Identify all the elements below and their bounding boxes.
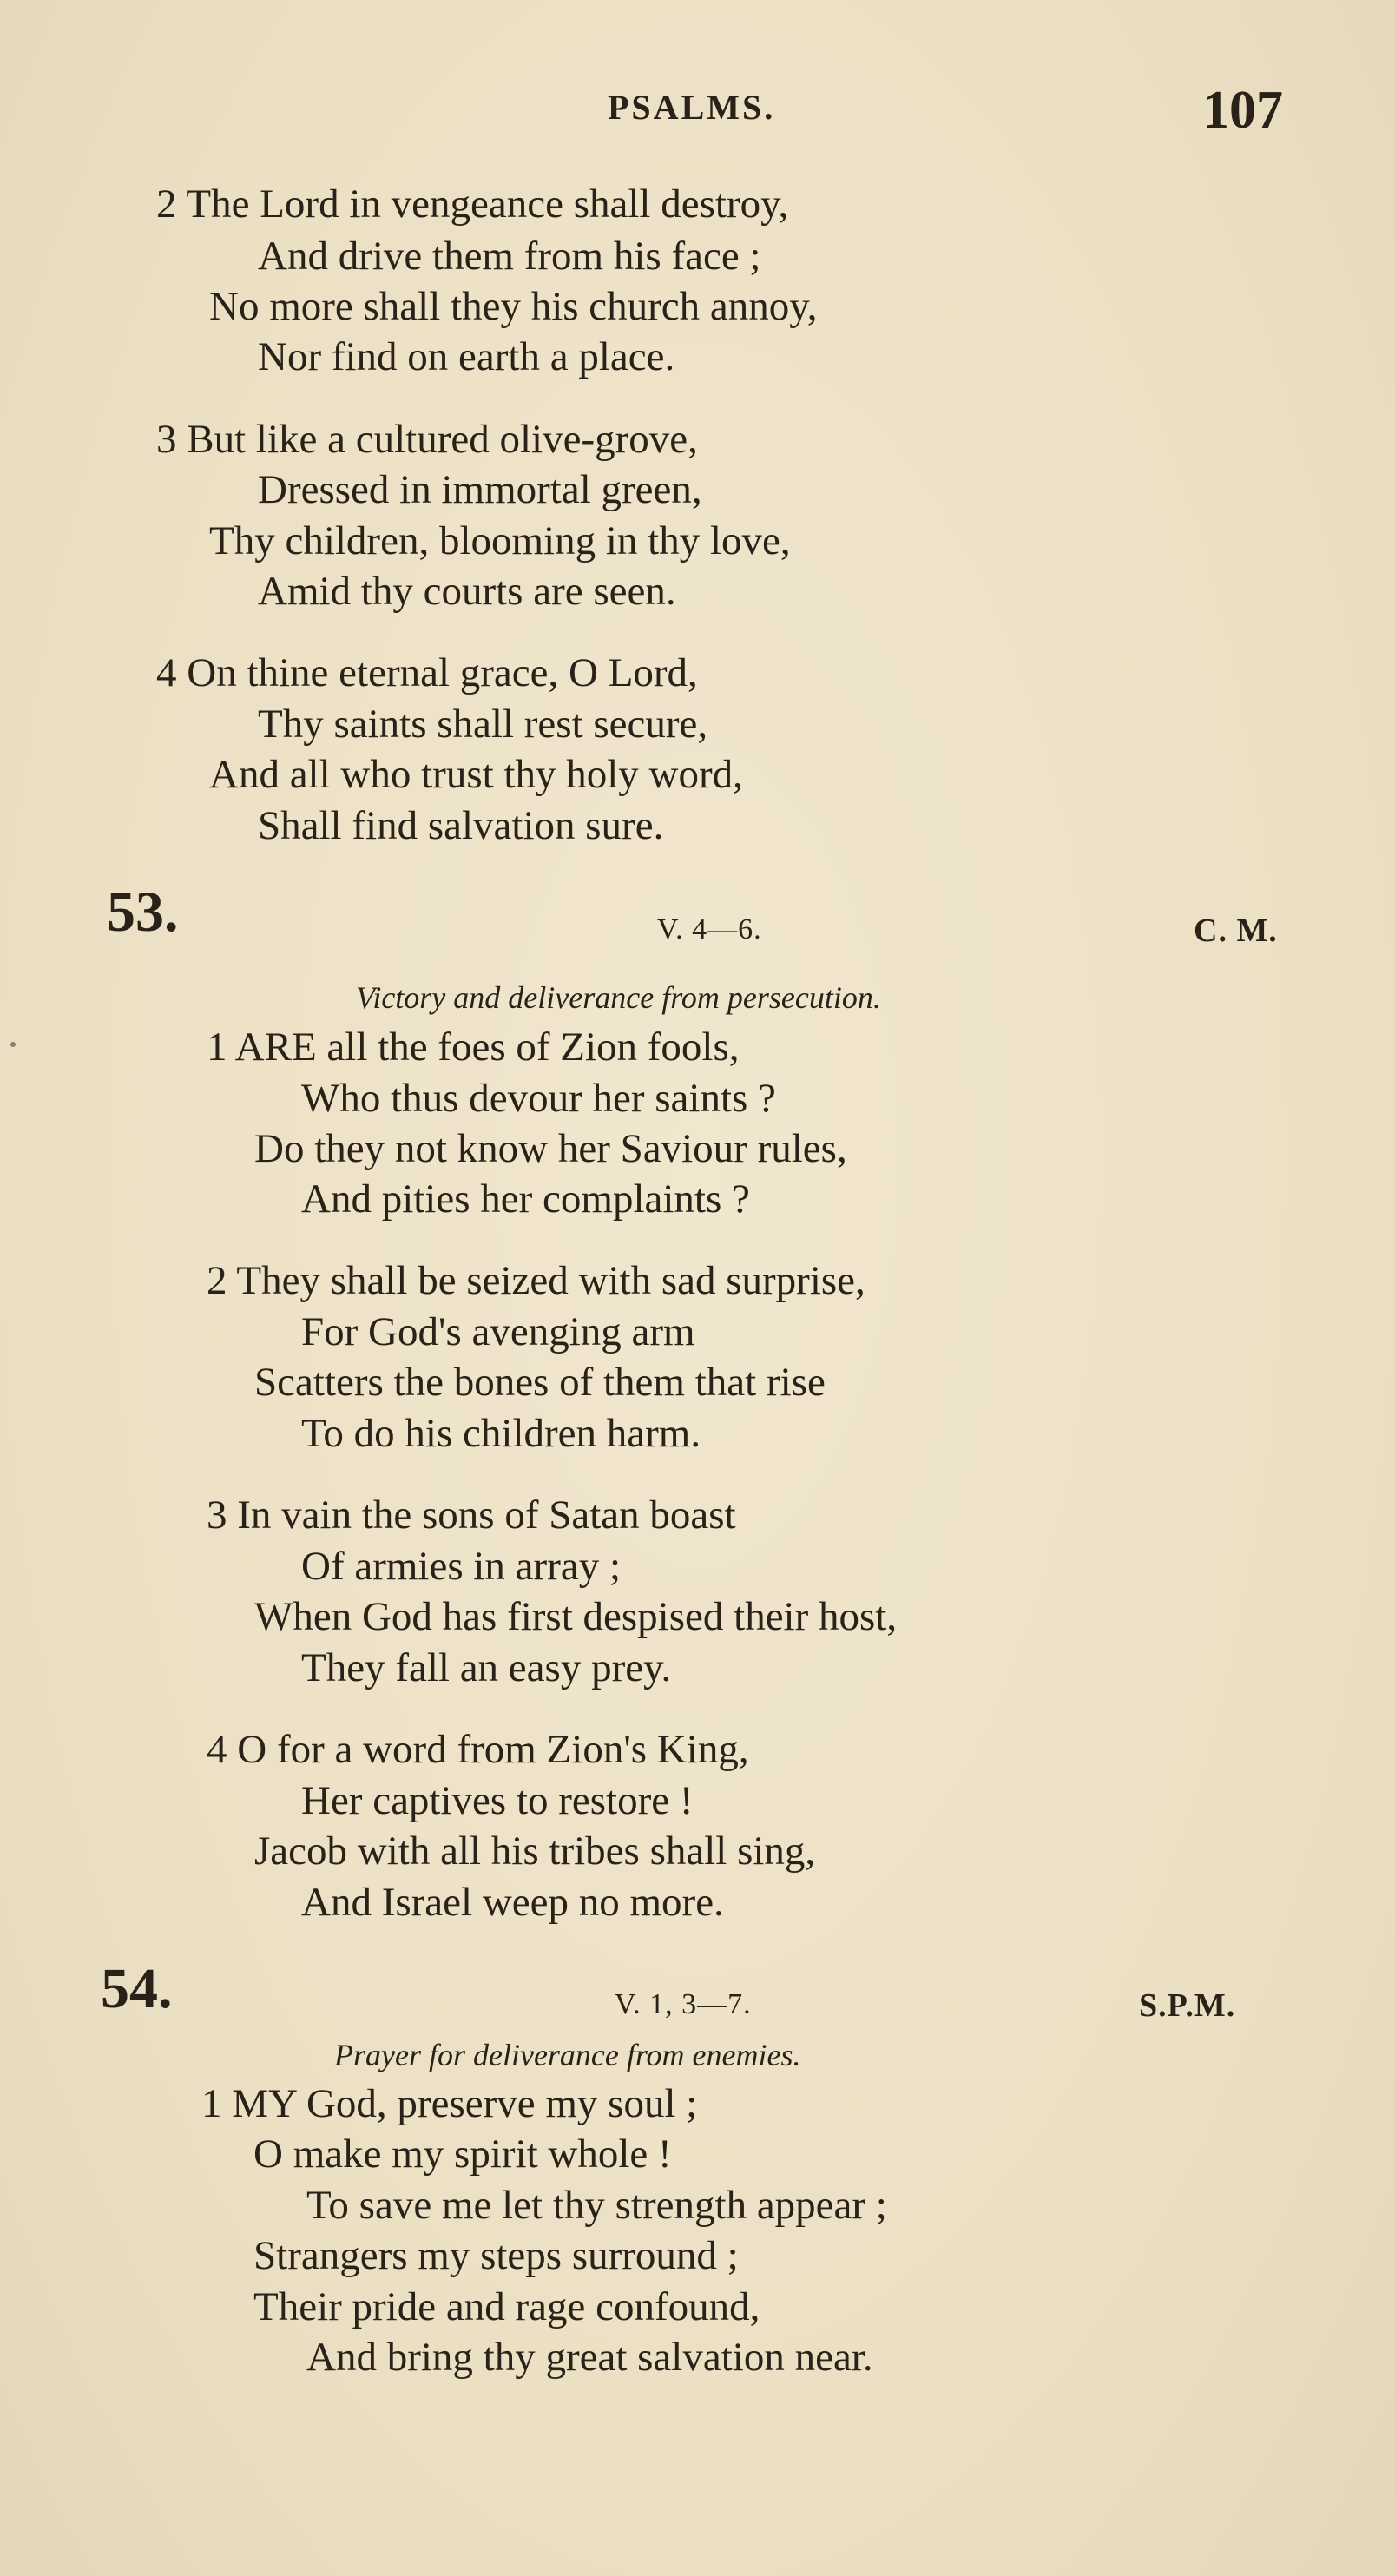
verse-line: Shall find salvation sure. (258, 803, 664, 848)
verse-reference: V. 1, 3—7. (615, 1988, 752, 2020)
verse-line: And bring thy great salvation near. (306, 2335, 873, 2380)
verse-line: Strangers my steps surround ; (253, 2233, 739, 2278)
verse-line: Nor find on earth a place. (258, 334, 675, 379)
verse-line: Amid thy courts are seen. (258, 569, 676, 614)
verse-line: 3 In vain the sons of Satan boast (207, 1492, 736, 1538)
verse-line: Who thus devour her saints ? (301, 1076, 776, 1121)
verse-line: 3 But like a cultured olive-grove, (156, 417, 698, 462)
verse-line: 1 MY God, preserve my soul ; (201, 2081, 698, 2126)
verse-line: No more shall they his church annoy, (209, 284, 818, 329)
running-header: PSALMS. (608, 88, 776, 127)
print-speck (10, 1042, 16, 1047)
verse-line: 4 On thine eternal grace, O Lord, (156, 650, 698, 695)
verse-line: They fall an easy prey. (301, 1645, 672, 1690)
psalm-number: 54. (101, 1957, 173, 2020)
verse-line: Scatters the bones of them that rise (254, 1360, 826, 1405)
verse-line: 1 ARE all the foes of Zion fools, (207, 1024, 740, 1070)
verse-line: And all who trust thy holy word, (209, 752, 743, 797)
verse-line: Do they not know her Saviour rules, (254, 1126, 847, 1171)
verse-line: 4 O for a word from Zion's King, (207, 1727, 749, 1772)
verse-line: Thy children, blooming in thy love, (209, 518, 791, 563)
verse-line: And pities her complaints ? (301, 1176, 750, 1222)
verse-line: To save me let thy strength appear ; (306, 2183, 887, 2228)
psalm-subtitle: Prayer for deliverance from enemies. (334, 2038, 801, 2072)
verse-line: When God has first despised their host, (254, 1594, 898, 1639)
verse-line: And drive them from his face ; (258, 234, 761, 279)
verse-line: Her captives to restore ! (301, 1778, 694, 1823)
page-number: 107 (1202, 81, 1283, 140)
verse-line: To do his children harm. (301, 1411, 701, 1456)
verse-line: For God's avenging arm (301, 1309, 695, 1354)
verse-reference: V. 4—6. (657, 913, 762, 945)
psalm-subtitle: Victory and deliverance from persecution. (356, 980, 881, 1015)
verse-line: Of armies in array ; (301, 1544, 622, 1589)
meter-label: C. M. (1194, 912, 1278, 949)
verse-line: 2 They shall be seized with sad surprise, (207, 1258, 865, 1303)
verse-line: Their pride and rage confound, (253, 2284, 760, 2329)
psalm-number: 53. (107, 880, 179, 944)
verse-line: Dressed in immortal green, (258, 467, 702, 512)
verse-line: O make my spirit whole ! (253, 2131, 672, 2177)
verse-line: And Israel weep no more. (301, 1880, 724, 1925)
verse-line: 2 The Lord in vengeance shall destroy, (156, 181, 789, 227)
verse-line: Thy saints shall rest secure, (258, 702, 708, 747)
meter-label: S.P.M. (1139, 1987, 1236, 2024)
verse-line: Jacob with all his tribes shall sing, (254, 1828, 816, 1874)
